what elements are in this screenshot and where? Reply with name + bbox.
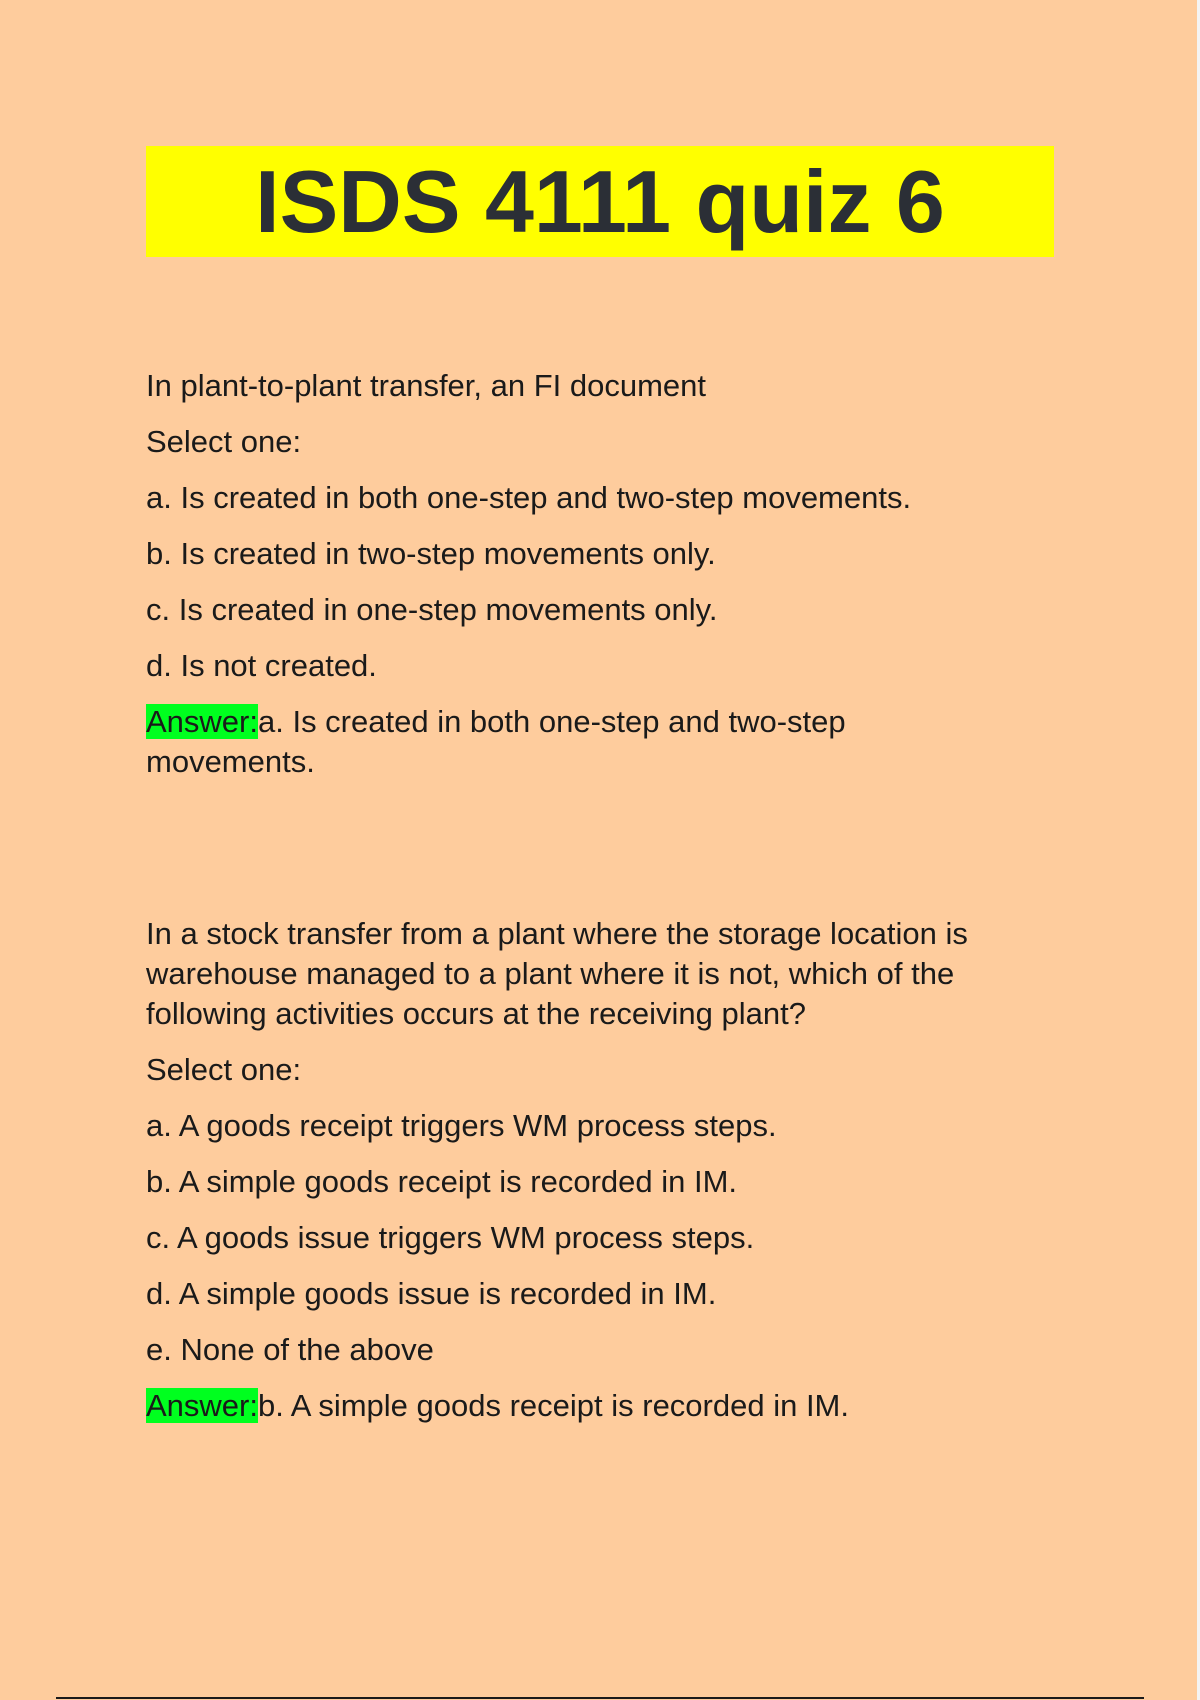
- question-prompt: In plant-to-plant transfer, an FI document: [146, 368, 707, 403]
- question-block-2: [146, 914, 1026, 1442]
- page-title: ISDS 4111 quiz 6: [255, 151, 945, 251]
- option-b: b. A simple goods receipt is recorded in IM.: [146, 1164, 738, 1199]
- option-c: c. Is created in one-step movements only.: [146, 592, 718, 627]
- answer-label: Answer:: [146, 704, 258, 739]
- option-d: d. Is not created.: [146, 648, 377, 683]
- option-c: c. A goods issue triggers WM process steps.: [146, 1220, 755, 1255]
- question-prompt: In a stock transfer from a plant where the storage location is warehouse managed to a plant where it is not, which of the following activities occurs at the receiving plant?: [146, 916, 968, 1031]
- title-banner: [146, 146, 1054, 257]
- answer-text: b. A simple goods receipt is recorded in IM.: [257, 1388, 849, 1423]
- answer-line: [146, 702, 886, 782]
- footer-rule: [56, 1697, 1144, 1699]
- select-one-label: Select one:: [146, 1052, 302, 1087]
- question-block-1: [146, 366, 1026, 798]
- select-one-label: Select one:: [146, 424, 302, 459]
- option-d: d. A simple goods issue is recorded in IM.: [146, 1276, 717, 1311]
- answer-line: [146, 1386, 1026, 1426]
- option-b: b. Is created in two-step movements only.: [146, 536, 716, 571]
- option-a: a. A goods receipt triggers WM process steps.: [146, 1108, 777, 1143]
- answer-text: a. Is created in both one-step and two-step movements.: [146, 704, 846, 779]
- option-e: e. None of the above: [146, 1332, 434, 1367]
- answer-label: Answer:: [146, 1388, 258, 1423]
- option-a: a. Is created in both one-step and two-step movements.: [146, 480, 912, 515]
